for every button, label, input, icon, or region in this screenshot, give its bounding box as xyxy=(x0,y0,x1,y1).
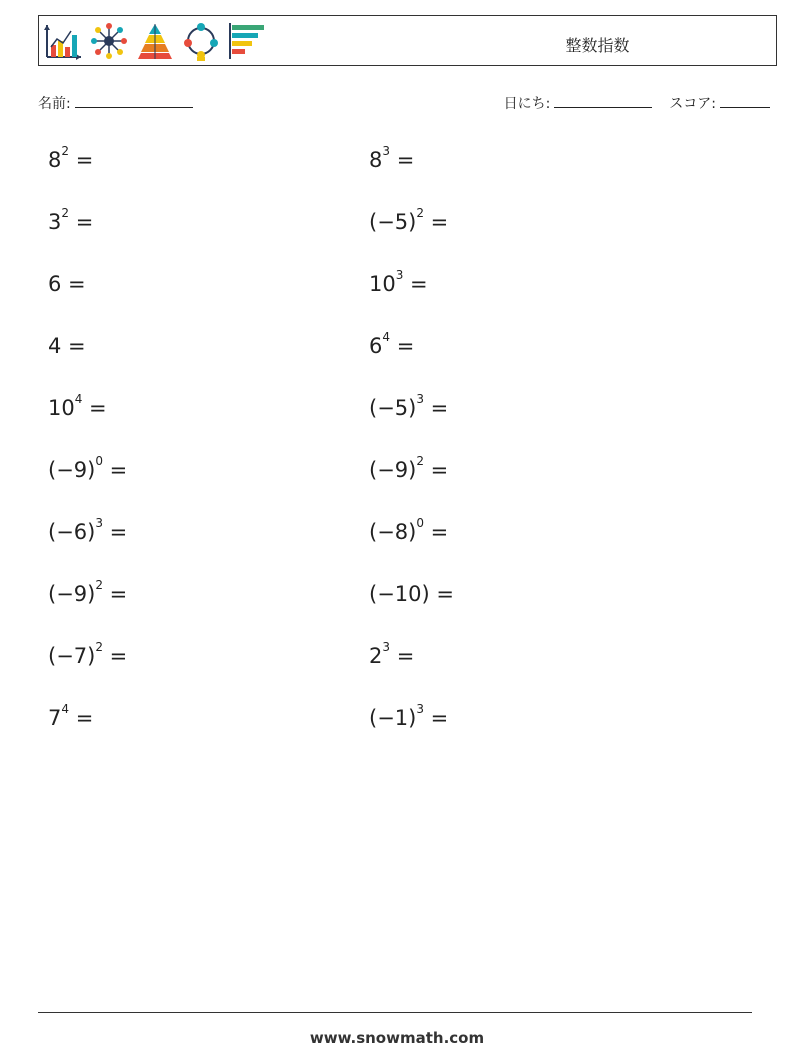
name-blank[interactable] xyxy=(75,93,193,108)
problem-left-1: $8^2$ = xyxy=(48,144,94,172)
score-label: スコア: xyxy=(669,96,716,112)
network-icon xyxy=(89,21,129,61)
bar-chart-icon xyxy=(43,21,83,61)
problem-right-7: $(-8)^0$ = xyxy=(369,516,449,544)
problem-right-1: $8^3$ = xyxy=(369,144,415,172)
problem-left-6: $(-9)^0$ = xyxy=(48,454,128,482)
horizontal-bars-icon xyxy=(227,21,267,61)
problem-right-10: $(-1)^3$ = xyxy=(369,702,449,730)
problem-right-9: $2^3$ = xyxy=(369,640,415,668)
problem-left-8: $(-9)^2$ = xyxy=(48,578,128,606)
problem-left-9: $(-7)^2$ = xyxy=(48,640,128,668)
problem-left-5: $10^4$ = xyxy=(48,392,107,420)
problem-right-4: $6^4$ = xyxy=(369,330,415,358)
cycle-icon xyxy=(181,21,221,61)
worksheet-title: 整数指数 xyxy=(565,36,630,55)
problem-left-4: 4 = xyxy=(48,334,86,358)
problem-right-2: $(-5)^2$ = xyxy=(369,206,449,234)
name-label: 名前: xyxy=(38,96,71,112)
worksheet-header xyxy=(38,15,777,66)
header-icons xyxy=(43,20,267,62)
problem-left-2: $3^2$ = xyxy=(48,206,94,234)
problem-left-3: 6 = xyxy=(48,272,86,296)
problem-left-10: $7^4$ = xyxy=(48,702,94,730)
problem-right-3: $10^3$ = xyxy=(369,268,428,296)
problem-right-5: $(-5)^3$ = xyxy=(369,392,449,420)
score-blank[interactable] xyxy=(720,93,770,108)
footer-website[interactable]: www.snowmath.com xyxy=(309,1029,485,1047)
date-blank[interactable] xyxy=(554,93,652,108)
problem-right-6: $(-9)^2$ = xyxy=(369,454,449,482)
pyramid-icon xyxy=(135,21,175,61)
problem-left-7: $(-6)^3$ = xyxy=(48,516,128,544)
date-label: 日にち: xyxy=(503,96,551,112)
date-score-fields xyxy=(504,93,770,113)
problem-right-8: (−10) = xyxy=(369,582,454,606)
name-field xyxy=(38,93,193,113)
footer-divider xyxy=(38,1012,752,1013)
